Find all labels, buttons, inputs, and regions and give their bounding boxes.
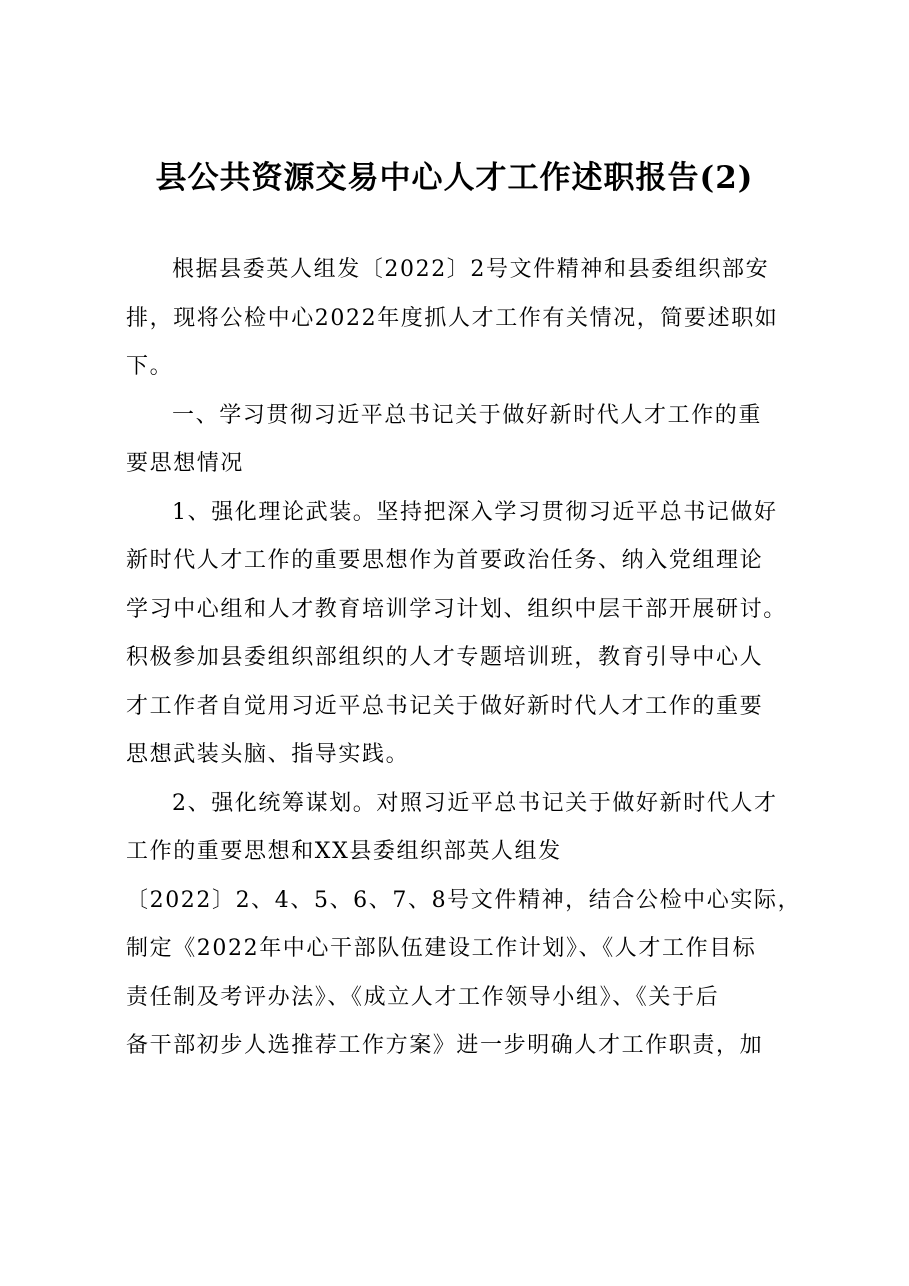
document-title: 县公共资源交易中心人才工作述职报告(2) [155,160,754,196]
paragraph-line: 积极参加县委组织部组织的人才专题培训班，教育引导中心人 [126,645,764,670]
paragraph-line: 学习中心组和人才教育培训学习计划、组织中层干部开展研讨。 [126,597,787,622]
section-heading-line: 要思想情况 [126,451,245,476]
paragraph-line: 根据县委英人组发〔2022〕2号文件精神和县委组织部安 [172,257,770,282]
paragraph-line: 思想武装头脑、指导实践。 [126,742,410,767]
paragraph-line: 制定《2022年中心干部队伍建设工作计划》、《人才工作目标 [126,936,757,961]
paragraph-line: 2、强化统筹谋划。对照习近平总书记关于做好新时代人才 [172,791,778,816]
paragraph-line: 才工作者自觉用习近平总书记关于做好新时代人才工作的重要 [126,694,764,719]
paragraph-line: 责任制及考评办法》、《成立人才工作领导小组》、《关于后 [126,985,720,1010]
paragraph-line: 下。 [126,354,174,379]
paragraph-line: 〔2022〕2、4、5、6、7、8号文件精神，结合公检中心实际， [126,888,802,913]
paragraph-line: 1、强化理论武装。坚持把深入学习贯彻习近平总书记做好 [172,500,778,525]
paragraph-line: 排，现将公检中心2022年度抓人才工作有关情况，简要述职如 [126,306,779,331]
paragraph-line: 备干部初步人选推荐工作方案》进一步明确人才工作职责，加 [126,1033,764,1058]
paragraph-line: 工作的重要思想和XX县委组织部英人组发 [126,839,562,864]
paragraph-line: 新时代人才工作的重要思想作为首要政治任务、纳入党组理论 [126,548,764,573]
section-heading-line: 一、学习贯彻习近平总书记关于做好新时代人才工作的重 [172,403,763,428]
